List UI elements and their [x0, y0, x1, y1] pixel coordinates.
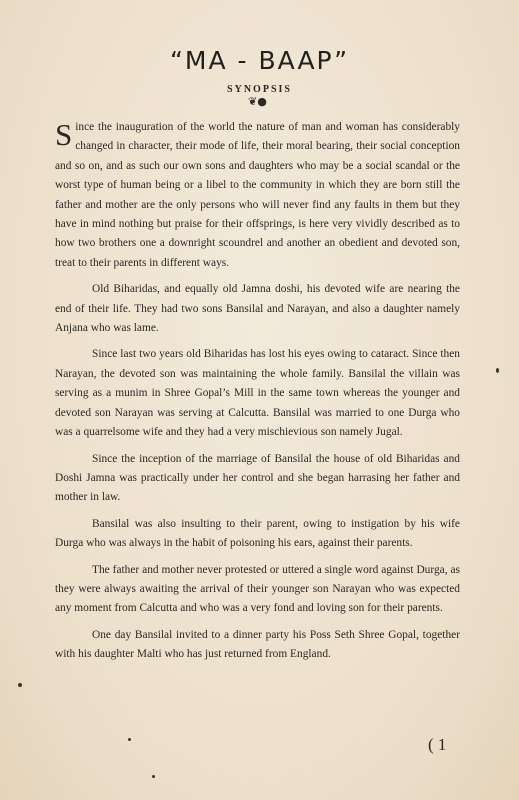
page-subtitle: SYNOPSIS: [227, 84, 292, 95]
paragraph-7: One day Bansilal invited to a dinner party his Poss Seth Shree Gopal, together with his daughter Malti who has just returned from England.: [55, 628, 460, 661]
ink-speck: [152, 775, 155, 778]
paragraph-1: [55, 118, 460, 273]
page-number: ( 1: [428, 735, 447, 754]
drop-cap: S: [55, 117, 73, 152]
paragraph-3: Since last two years old Biharidas has lost his eyes owing to cataract. Since then Narayan, the devoted son was maintaining the whole family. Bansilal the villain was serving as a munim in Shree Gopal’s Mill in the same town whereas the younger and devoted son Narayan was serving at Calcutta. Bansilal was married to one Durga who was a quarrelsome wife and they had a very mischievious son namely Jugal.: [55, 348, 460, 439]
paragraph-1-text: ince the inauguration of the world the nature of man and woman has considerably changed in character, their mode of life, their moral bearing, their social conception and so on, and as such our own sons and daughters who may be a social scandal or the worst type of human being or a libel to the community in which they are born still the father and mother are the only persons who will never find any faults in them but they have in mind nothing but praise for their offsprings, is here very vividly described as to how two brothers one a downright scoundrel and another an obedient and devoted son, treat to their parents in different ways.: [55, 121, 460, 269]
synopsis-body: [55, 118, 460, 672]
paragraph-4: Since the inception of the marriage of Bansilal the house of old Biharidas and Doshi Jamna was practically under her control and she began harrasing her father and mother in law.: [55, 452, 460, 504]
paragraph-5: Bansilal was also insulting to their parent, owing to instigation by his wife Durga who was always in the habit of poisoning his ears, against their parents.: [55, 517, 460, 550]
paragraph-6: The father and mother never protested or uttered a single word against Durga, as they were always awaiting the arrival of their younger son Narayan who was expected any moment from Calcutta and who was a very fond and loving son for their parents.: [55, 563, 460, 615]
ink-speck: [496, 368, 499, 373]
paragraph-2: Old Biharidas, and equally old Jamna doshi, his devoted wife are nearing the end of their life. They had two sons Bansilal and Narayan, and also a daughter namely Anjana who was lame.: [55, 283, 460, 335]
ink-speck: [18, 683, 22, 687]
ornament-icon: ❦●: [248, 95, 267, 108]
ink-speck: [128, 738, 131, 741]
page-title: “MA - BAAP”: [169, 46, 350, 75]
